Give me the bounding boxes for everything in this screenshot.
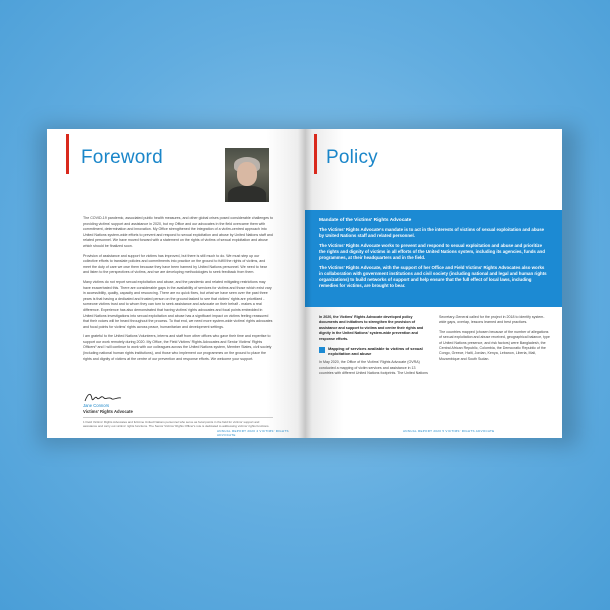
policy-intro: In 2020, the Victims' Rights Advocate developed policy documents and initiatives to strengthen the provision of assistance and support to victims and centre their rights and dignity in the United Nations' system-wide prevention and response efforts. xyxy=(319,315,424,341)
mandate-paragraph: The Victims' Rights Advocate, with the support of her Office and Field Victims' Rights Advocates also works in collaboration with government institutions and civil society (including national and legal and human rights organizations) to build networks of support and help ensure that the full effect of local laws, including remedies for victims, are brought to bear. xyxy=(319,265,547,288)
accent-bar xyxy=(314,134,317,174)
mandate-box xyxy=(305,210,562,307)
left-page xyxy=(47,129,305,438)
signature-role: Victims' Rights Advocate xyxy=(83,409,133,414)
page-footer: ANNUAL REPORT 2020 4 VICTIMS' RIGHTS ADVOCATE xyxy=(217,429,289,437)
heading-marker xyxy=(319,347,325,353)
policy-paragraph: Secretary-General called for the project in 2018 to identify system-wide gaps, overlap, lessons learned and best practices. xyxy=(439,315,545,325)
foreword-body xyxy=(83,216,273,366)
section-heading xyxy=(319,346,431,356)
page-title: Foreword xyxy=(81,147,163,168)
foreword-paragraph: The COVID-19 pandemic, associated public health measures, and other global crises posed considerable challenges to providing victims' support and assistance in 2020, but my Office and our advocates in the field overcame them with commitment, determination and innovation. My Office strengthened the integration of a victim-centred approach into United Nations system-wide efforts to prevent and respond to sexual exploitation and abuse by United Nations staff and related personnel. We have moved forward with a statement on the rights of victims of sexual exploitation and abuse which should be finalized soon. xyxy=(83,216,273,248)
right-page xyxy=(305,129,562,438)
mandate-paragraph: The Victims' Rights Advocate works to prevent and respond to sexual exploitation and abuse and prioritize the rights and dignity of victims in all efforts of the United Nations system, including its agencies, funds and programmes, at their headquarters and in the field. xyxy=(319,243,545,260)
page-title: Policy xyxy=(326,147,378,168)
foreword-paragraph: Many victims do not report sexual exploitation and abuse, and the pandemic and related mitigating restrictions may have exacerbated this. There are considerable gaps in the availability of services for victims and those which exist vary in accessibility, quality, capacity and resourcing. There are no quick fixes, but what we have seen over the past three years is that having a dedicated and trusted person on the ground tasked to see that victims' rights are prioritized - someone victims trust and to whom they can turn to seek assistance and advocate on their behalf - makes a real difference. Experience has also demonstrated that having victims' rights advocates and focal points embedded in United Nations investigations into sexual exploitation and abuse has a significant impact on victims feeling reassured that their voices will be heard throughout the process. To that end, we need more system-wide victims' rights advocates and focal points for victims' rights across peace, humanitarian and development settings. xyxy=(83,279,273,329)
mandate-title: Mandate of the Victims' Rights Advocate xyxy=(319,218,412,223)
foreword-paragraph: I am grateful to the United Nations Volunteers, interns and staff from other offices who gave their time and expertise to support our work remotely during 2020. My Office, the Field Victims' Rights Advocates and Senior Victims' Rights Officers¹ and I will continue to work with our colleagues across the United Nations system, Member States, civil society (including national human rights institutions), and those who implement our programmes on the ground to place the rights and dignity of victims at the centre of our prevention and response efforts. We welcome your support. xyxy=(83,334,272,361)
policy-column-right xyxy=(439,315,551,366)
policy-paragraph: The countries mapped (chosen because of the number of allegations of sexual exploitation and abuse received, geographical balance, type of United Nations presence, and risk factors) were Bangladesh, the Central African Republic, Colombia, the Democratic Republic of the Congo, Greece, Haiti, Jordan, Kenya, Lebanon, Liberia, Mali, Mozambique and South Sudan. xyxy=(439,329,550,361)
foreword-paragraph: Provision of assistance and support for victims has improved, but there is still much to do. We must step up our collective efforts to translate policies and commitments into practice on the ground to fulfill the rights of victims, and meet the duty of care we owe them because they have been harmed by United Nations personnel. We need to hear and listen to the perspectives of victims, and we are developing methodologies to seek feedback from them. xyxy=(83,253,267,275)
photo-face xyxy=(237,162,257,186)
policy-column-left xyxy=(319,315,431,381)
heading-text: Mapping of services available to victims of sexual exploitation and abuse xyxy=(328,346,423,357)
booklet-spine xyxy=(298,129,312,438)
photo-body xyxy=(228,186,266,202)
accent-bar xyxy=(66,134,69,174)
policy-paragraph: In May 2020, the Office of the Victims' Rights Advocate (OVRA) conducted a mapping of victim services and assistance in 13 countries with different United Nations footprints. The United Nations xyxy=(319,360,428,376)
mandate-paragraph: The Victims' Rights Advocate's mandate is to act in the interests of victims of sexual exploitation and abuse by United Nations staff and related personnel. xyxy=(319,227,545,238)
signature-name: Jane Connors xyxy=(83,403,110,408)
signature-image xyxy=(83,390,123,404)
author-photo xyxy=(225,148,269,202)
footnote: 1 Field Victims' Rights Advocates and full-time United Nations personnel who serve as focal points in the field for victims' support and assistance and carry out victims' rights functions. The Senior Victims' Rights Officer's role is dedicated to addressing victims' rights functions. xyxy=(83,417,273,429)
page-footer: ANNUAL REPORT 2020 5 VICTIMS' RIGHTS ADVOCATE xyxy=(403,429,495,433)
